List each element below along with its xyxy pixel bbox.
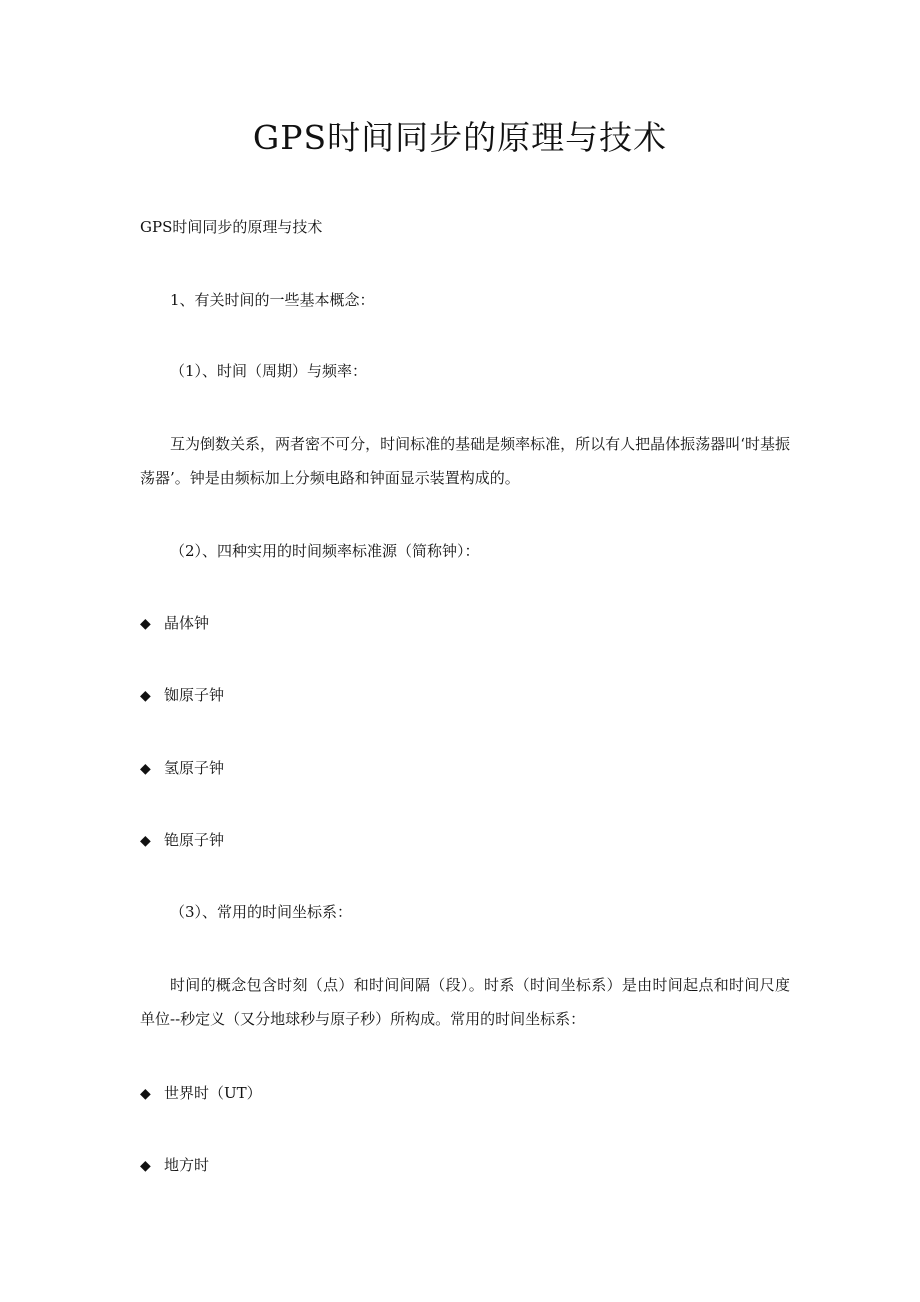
list-item-timescale-1	[140, 1077, 790, 1110]
list-item-text: 地方时	[164, 1156, 210, 1174]
diamond-bullet-icon: ◆	[140, 1158, 151, 1174]
list-item-text: 铯原子钟	[164, 831, 225, 849]
list-item-clock-1	[140, 607, 790, 640]
paragraph-time-frequency: 互为倒数关系，两者密不可分，时间标准的基础是频率标准，所以有人把晶体振荡器叫‘时基振荡器’。钟是由频标加上分频电路和钟面显示装置构成的。	[140, 435, 790, 487]
list-item-clock-4	[140, 824, 790, 857]
list-item-timescale-2	[140, 1149, 790, 1182]
diamond-bullet-icon: ◆	[140, 761, 151, 777]
list-item-text: 晶体钟	[164, 614, 210, 632]
subtitle: GPS时间同步的原理与技术	[140, 218, 323, 236]
section-heading-1: 1、有关时间的一些基本概念：	[170, 291, 375, 309]
list-item-text: 世界时（UT）	[164, 1084, 262, 1102]
subheading-clock-sources: （2）、四种实用的时间频率标准源（简称钟）：	[170, 542, 480, 560]
list-item-text: 铷原子钟	[164, 686, 225, 704]
diamond-bullet-icon: ◆	[140, 616, 151, 632]
list-item-clock-3	[140, 752, 790, 785]
list-item-text: 氢原子钟	[164, 759, 225, 777]
diamond-bullet-icon: ◆	[140, 688, 151, 704]
document-title: GPS时间同步的原理与技术	[252, 118, 668, 157]
diamond-bullet-icon: ◆	[140, 1086, 151, 1102]
subheading-time-frequency: （1）、时间（周期）与频率：	[170, 362, 368, 380]
subheading-time-coordinates: （3）、常用的时间坐标系：	[170, 903, 353, 921]
paragraph-time-coordinates: 时间的概念包含时刻（点）和时间间隔（段）。时系（时间坐标系）是由时间起点和时间尺度单位--秒定义（又分地球秒与原子秒）所构成。常用的时间坐标系：	[140, 976, 790, 1028]
diamond-bullet-icon: ◆	[140, 833, 151, 849]
list-item-clock-2	[140, 679, 790, 712]
